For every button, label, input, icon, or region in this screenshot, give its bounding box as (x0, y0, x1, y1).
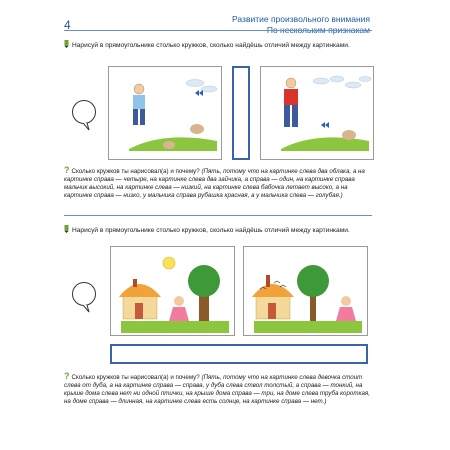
task2-question: Сколько кружков ты нарисовал(а) и почему? (71, 374, 200, 381)
task1-instruction-block (64, 40, 376, 50)
page-number: 4 (64, 18, 71, 32)
task2-answer-box[interactable] (110, 344, 368, 364)
speech-bubble-icon (72, 282, 96, 306)
question-mark-icon: ? (64, 371, 70, 381)
task1-picture-right (260, 66, 374, 160)
speech-bubble-icon (72, 100, 96, 124)
task-divider (64, 215, 372, 216)
task2-picture-left (110, 246, 235, 336)
task1-answer-box[interactable] (232, 66, 250, 160)
task2-answer: (Пять, потому что на картинке слева девочка стоит слева от дуба, а на картинке справа — справа, у дуба слева ствол толстый, а справа — тонкий, на крыше дома слева нет ни одной птички, на крыше дома справа — три, на доме слева труба короткая, на доме справа — длинная, на картинке слева есть солнце, на картинке справа — нет.) (64, 374, 370, 405)
header-title-line2: По нескольким признакам (266, 25, 370, 35)
task2-instruction-block (64, 225, 376, 235)
task1-question: Сколько кружков ты нарисовал(а) и почему? (71, 168, 200, 175)
task2-question-block (64, 372, 376, 406)
pencil-icon (64, 40, 69, 48)
header-divider (64, 30, 372, 31)
task1-answer: (Пять, потому что на картинке слева два облака, а на картинке справа — четыре, на картинке слева два зайчика, а справа — один, на картинке справа мальчик высокий, на картинке слева — низкий, на картинке слева бабочка летает высоко, а на картинке справа — низко, у мальчика справа рубашка красная, а у мальчика слева — голубая.) (64, 168, 365, 199)
task2-picture-right (243, 246, 368, 336)
task1-instruction: Нарисуй в прямоугольнике столько кружков, сколько найдёшь отличий между картинками. (72, 42, 350, 49)
page-header (232, 14, 370, 36)
header-title-line1: Развитие произвольного внимания (232, 14, 370, 24)
task1-question-block (64, 166, 376, 200)
question-mark-icon: ? (64, 165, 70, 175)
task1-picture-left (108, 66, 222, 160)
pencil-icon (64, 225, 69, 233)
task2-instruction: Нарисуй в прямоугольнике столько кружков, сколько найдёшь отличий между картинками. (72, 227, 350, 234)
